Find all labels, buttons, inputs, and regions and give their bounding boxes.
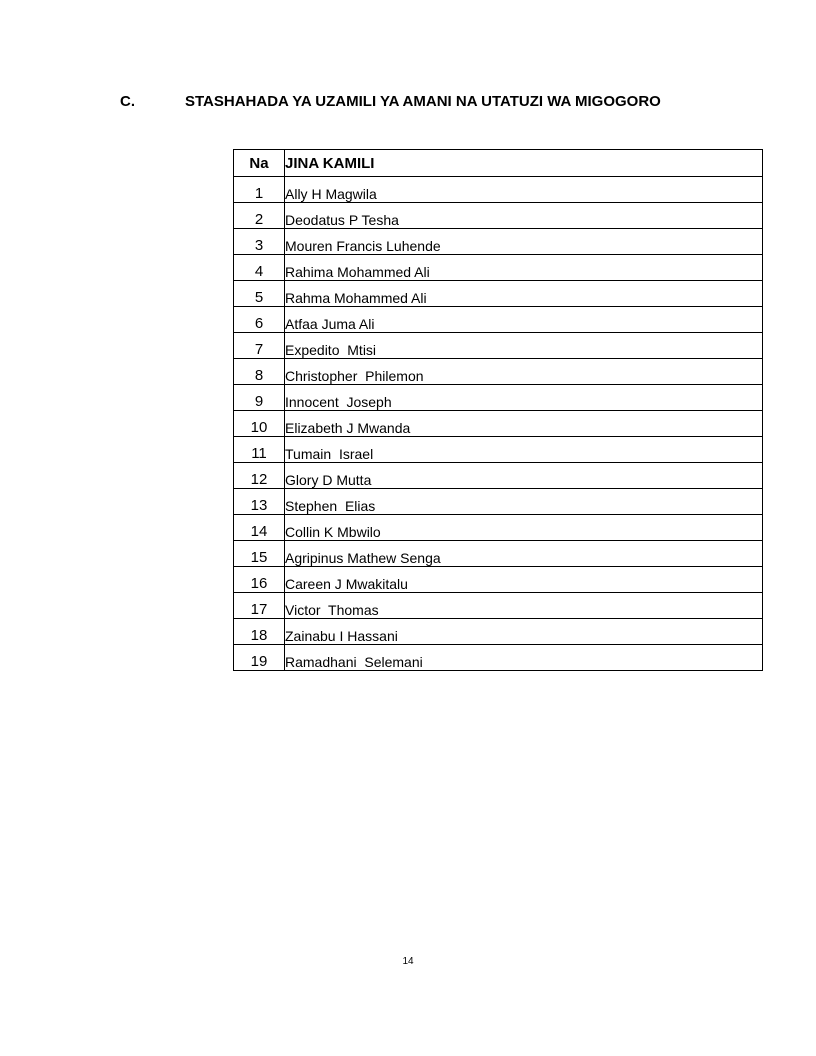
row-full-name: Zainabu I Hassani [285,619,763,645]
table-row [234,229,763,255]
table-body [234,177,763,671]
table-row [234,385,763,411]
row-number: 17 [234,593,285,619]
table-row [234,307,763,333]
row-number: 8 [234,359,285,385]
section-title: STASHAHADA YA UZAMILI YA AMANI NA UTATUZI WA MIGOGORO [185,93,661,110]
table-row [234,203,763,229]
row-number: 3 [234,229,285,255]
table-row [234,437,763,463]
row-number: 14 [234,515,285,541]
row-full-name: Victor Thomas [285,593,763,619]
row-number: 18 [234,619,285,645]
row-number: 19 [234,645,285,671]
table-row [234,593,763,619]
table-row [234,645,763,671]
row-number: 7 [234,333,285,359]
row-full-name: Agripinus Mathew Senga [285,541,763,567]
row-full-name: Stephen Elias [285,489,763,515]
row-full-name: Collin K Mbwilo [285,515,763,541]
row-full-name: Rahima Mohammed Ali [285,255,763,281]
page-number: 14 [402,956,414,967]
row-full-name: Ramadhani Selemani [285,645,763,671]
table-row [234,567,763,593]
row-number: 11 [234,437,285,463]
table-row [234,489,763,515]
table-row [234,333,763,359]
row-number: 12 [234,463,285,489]
row-full-name: Mouren Francis Luhende [285,229,763,255]
row-full-name: Elizabeth J Mwanda [285,411,763,437]
table-row [234,463,763,489]
table-row [234,255,763,281]
names-table [233,149,763,671]
row-number: 13 [234,489,285,515]
row-full-name: Tumain Israel [285,437,763,463]
row-full-name: Christopher Philemon [285,359,763,385]
row-number: 2 [234,203,285,229]
header-full-name: JINA KAMILI [285,150,763,177]
row-full-name: Rahma Mohammed Ali [285,281,763,307]
row-number: 10 [234,411,285,437]
table-row [234,515,763,541]
table-header-row [234,150,763,177]
row-number: 6 [234,307,285,333]
row-full-name: Innocent Joseph [285,385,763,411]
table-row [234,541,763,567]
section-heading [0,93,816,113]
table-row [234,281,763,307]
row-number: 4 [234,255,285,281]
table-row [234,177,763,203]
row-number: 1 [234,177,285,203]
row-number: 15 [234,541,285,567]
row-full-name: Glory D Mutta [285,463,763,489]
header-number: Na [234,150,285,177]
row-full-name: Ally H Magwila [285,177,763,203]
table-row [234,411,763,437]
row-number: 16 [234,567,285,593]
row-full-name: Deodatus P Tesha [285,203,763,229]
row-full-name: Expedito Mtisi [285,333,763,359]
row-full-name: Atfaa Juma Ali [285,307,763,333]
row-number: 5 [234,281,285,307]
row-full-name: Careen J Mwakitalu [285,567,763,593]
table-row [234,619,763,645]
section-letter: C. [120,93,135,110]
table-row [234,359,763,385]
row-number: 9 [234,385,285,411]
